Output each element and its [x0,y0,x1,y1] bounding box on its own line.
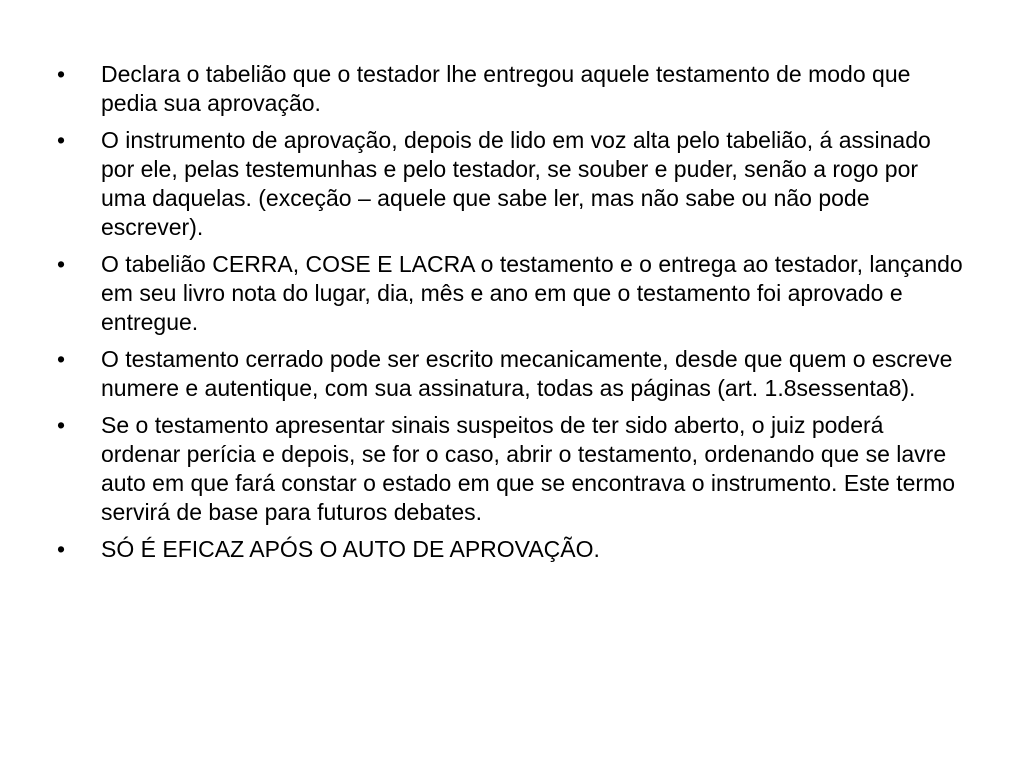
bullet-list [55,60,965,572]
bullet-marker: • [57,61,66,87]
bullet-marker: • [57,251,66,277]
bullet-item-aprovacao-declaracao [55,60,965,118]
bullet-marker: • [57,536,66,562]
bullet-item-sinais-suspeitos [55,411,965,527]
bullet-marker: • [57,346,66,372]
bullet-text: O instrumento de aprovação, depois de lido em voz alta pelo tabelião, á assinado por ele, pelas testemunhas e pelo testador, se souber e puder, senão a rogo por uma daquelas. (exceção – aquele que sabe ler, mas não sabe ou não pode escrever). [101,127,931,240]
bullet-marker: • [57,127,66,153]
bullet-text: O testamento cerrado pode ser escrito mecanicamente, desde que quem o escreve numere e autentique, com sua assinatura, todas as páginas (art. 1.8sessenta8). [101,346,953,401]
bullet-text: Declara o tabelião que o testador lhe entregou aquele testamento de modo que pedia sua aprovação. [101,61,911,116]
bullet-item-instrumento-aprovacao [55,126,965,242]
bullet-item-escrito-mecanicamente [55,345,965,403]
bullet-text: Se o testamento apresentar sinais suspeitos de ter sido aberto, o juiz poderá ordenar perícia e depois, se for o caso, abrir o testamento, ordenando que se lavre auto em que fará constar o estado em que se encontrava o instrumento. Este termo servirá de base para futuros debates. [101,412,956,525]
bullet-item-cerra-cose-lacra [55,250,965,337]
bullet-text: SÓ É EFICAZ APÓS O AUTO DE APROVAÇÃO. [101,536,600,562]
bullet-marker: • [57,412,66,438]
bullet-item-eficaz-apos-auto [55,535,965,564]
bullet-text: O tabelião CERRA, COSE E LACRA o testamento e o entrega ao testador, lançando em seu livro nota do lugar, dia, mês e ano em que o testamento foi aprovado e entregue. [101,251,963,335]
